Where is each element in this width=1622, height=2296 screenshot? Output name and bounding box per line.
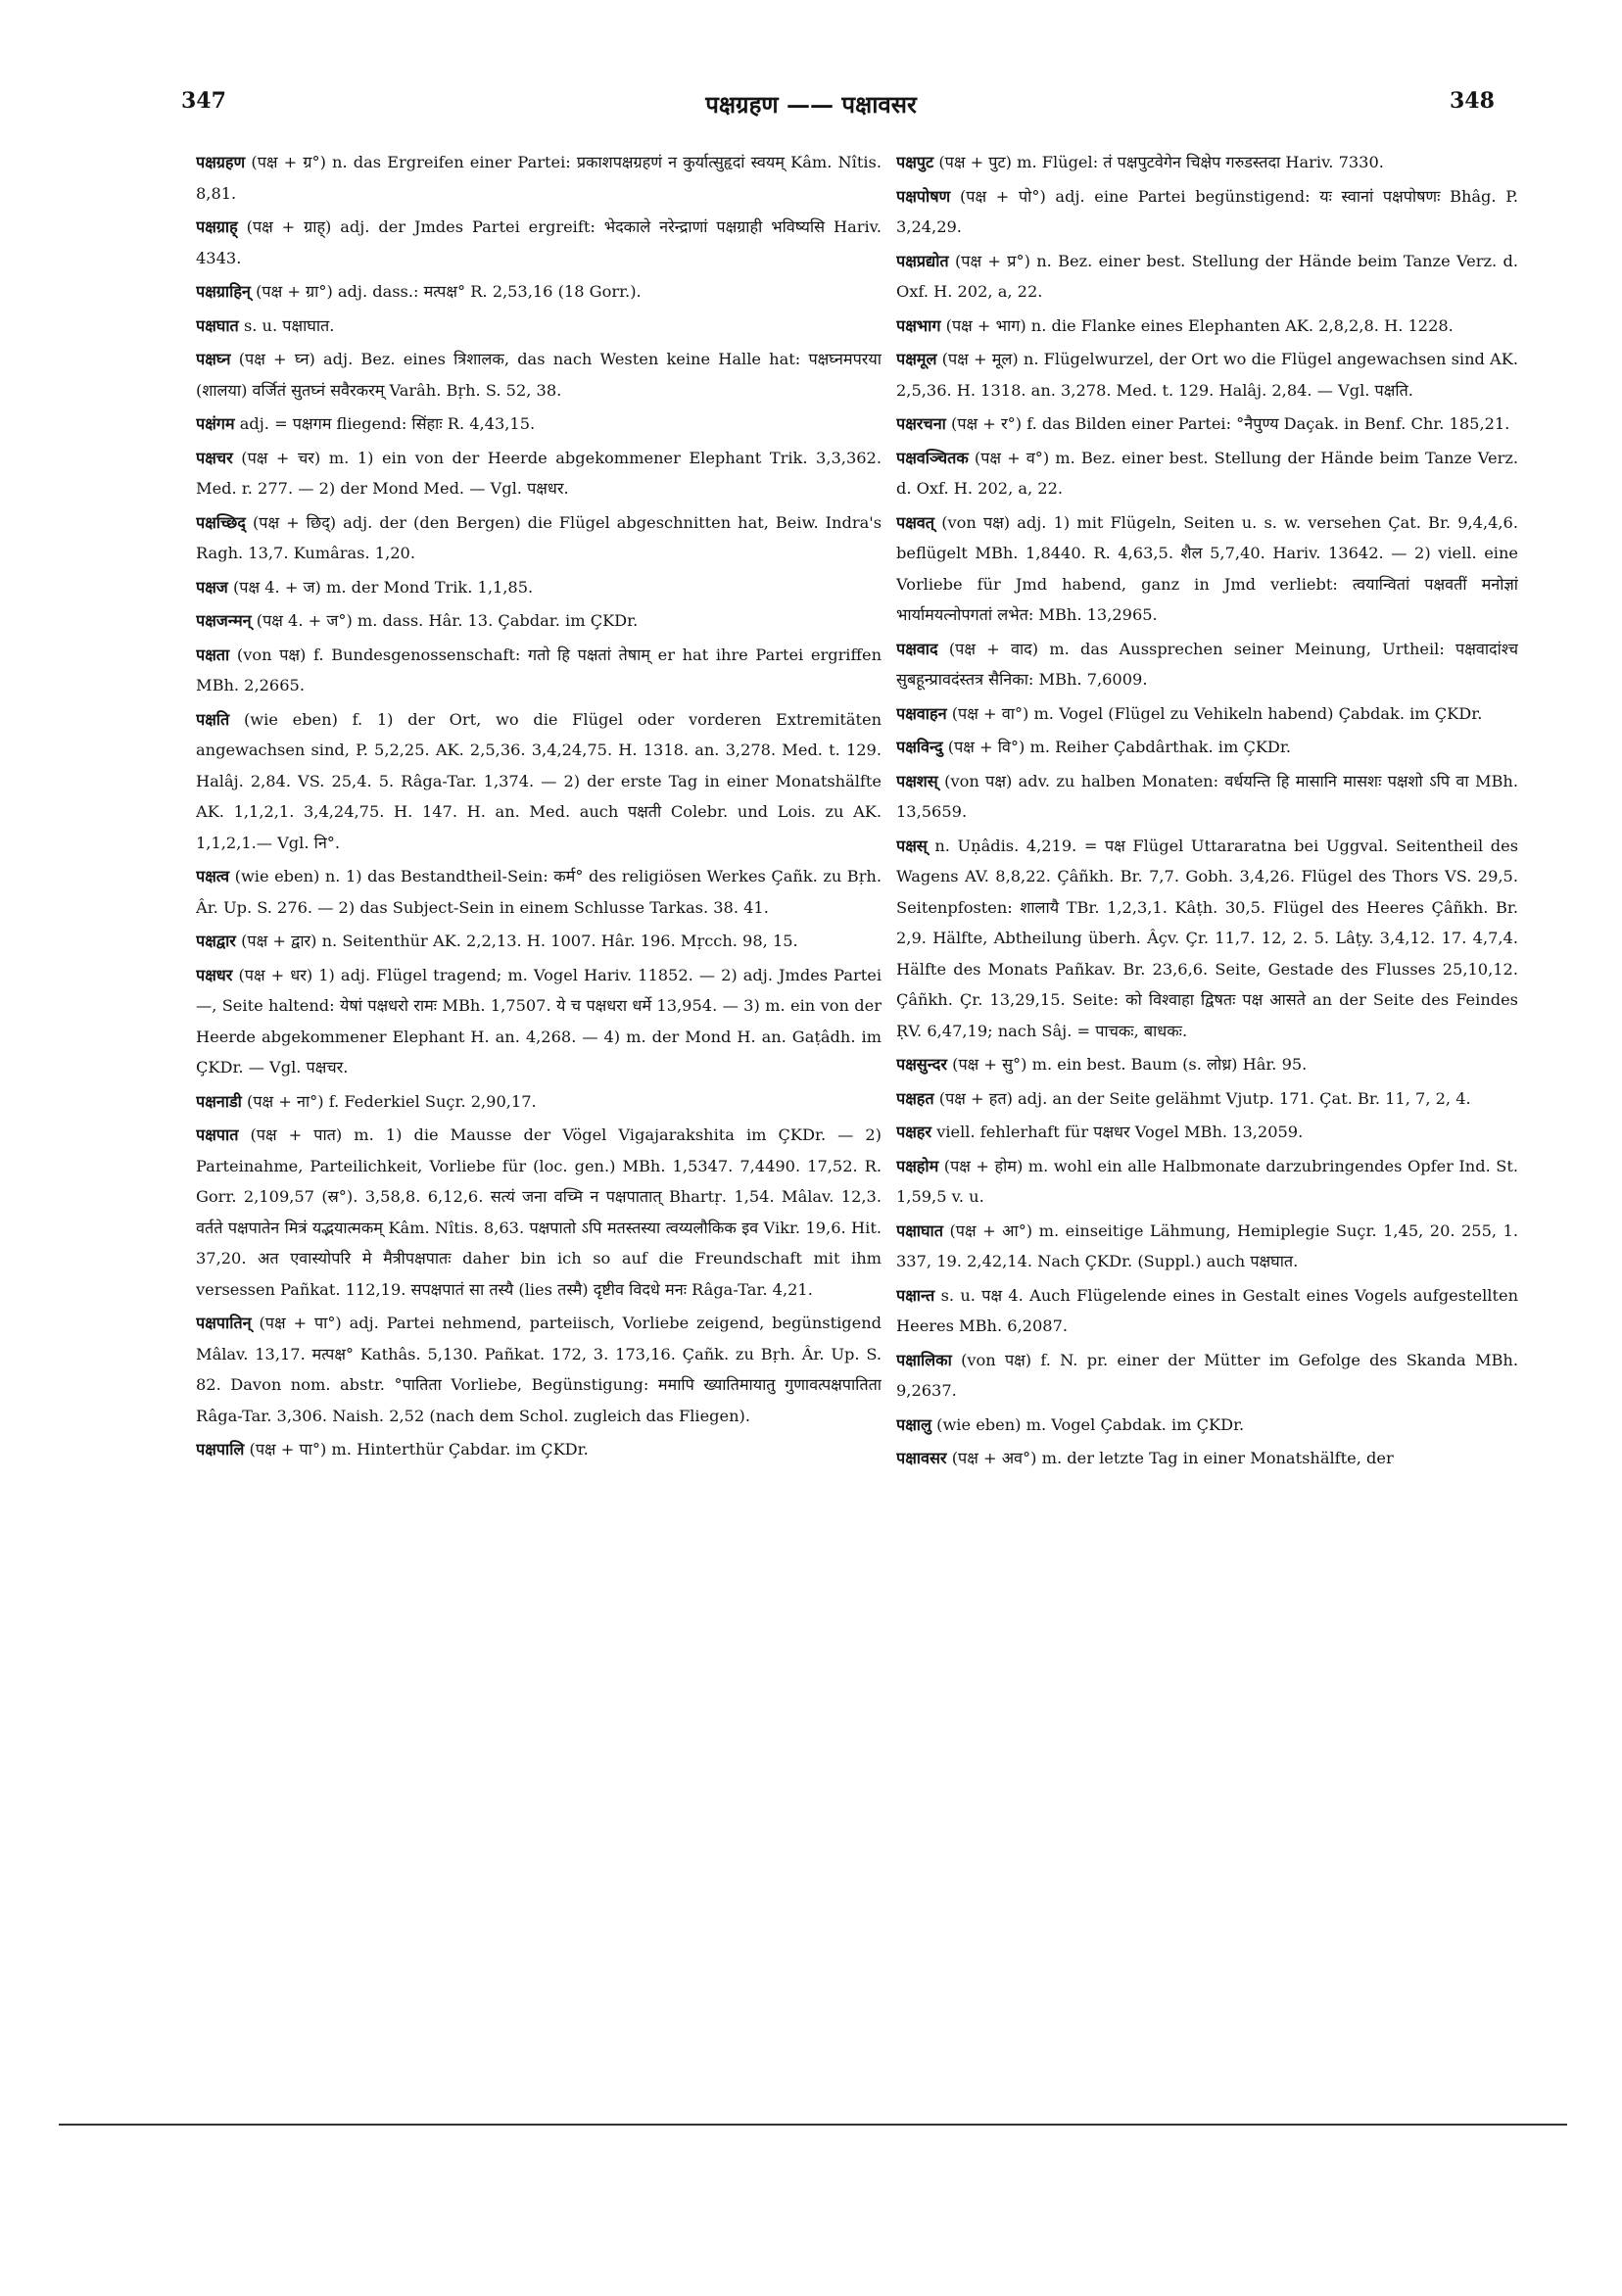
entry-text: (पक्ष + पा°) m. Hinterthür Çabdar. im ÇKDr. <box>249 1440 589 1459</box>
dictionary-entry <box>196 147 882 209</box>
entry-text: (पक्ष + पो°) adj. eine Partei begünstigend: यः स्वानां पक्षपोषणः Bhâg. P. 3,24,29. <box>896 186 1518 236</box>
dictionary-entry <box>896 732 1518 763</box>
entry-text: (पक्ष + पात) m. 1) die Mausse der Vögel Vigajarakshita im ÇKDr. — 2) Parteinahme, Parteilichkeit, Vorliebe für (loc. gen.) MBh. 1,5347. 7,4490. 17,52. R. Gorr. 2,109,57 (स्र°). 3,58,8. 6,12,6. सत्यं जना वच्मि न पक्षपातात् Bhartṛ. 1,54. Mâlav. 12,3. वर्तते पक्षपातेन मित्रं यद्भयात्मकम् Kâm. Nîtis. 8,63. पक्षपातो ऽपि मतस्तस्या त्वय्यलौकिक इव Vikr. 19,6. Hit. 37,20. अत एवास्योपरि मे मैत्रीपक्षपातः daher bin ich so auf die Freundschaft mit ihm versessen Pañkat. 112,19. सपक्षपातं सा तस्यै (lies तस्मै) दृष्टीव विदधे मनः Râga-Tar. 4,21. <box>196 1125 882 1299</box>
dictionary-entry <box>196 1434 882 1465</box>
entry-text: (पक्ष + द्वार) n. Seitenthür AK. 2,2,13. H. 1007. Hâr. 196. Mṛcch. 98, 15. <box>241 932 798 950</box>
dictionary-entry <box>196 212 882 273</box>
dictionary-entry <box>196 572 882 603</box>
dictionary-entry <box>196 640 882 701</box>
dictionary-entry <box>896 1410 1518 1441</box>
entry-text: (पक्ष + वि°) m. Reiher Çabdârthak. im ÇKDr. <box>947 738 1292 756</box>
headword: पक्षमूल <box>896 350 937 368</box>
headword: पक्षवाद <box>896 639 938 658</box>
dictionary-entry <box>896 698 1518 730</box>
headword: पक्षसुन्दर <box>896 1055 947 1074</box>
entry-text: (पक्ष + आ°) m. einseitige Lähmung, Hemiplegie Suçr. 1,45, 20. 255, 1. 337, 19. 2,42,14. Nach ÇKDr. (Suppl.) auch पक्षघात. <box>896 1220 1518 1270</box>
entry-text: (पक्ष + ग्रा°) adj. dass.: मत्पक्ष° R. 2,53,16 (18 Gorr.). <box>256 282 642 301</box>
headword: पक्षहर <box>896 1123 932 1141</box>
headword: पक्षहोम <box>896 1156 939 1175</box>
headword: पक्षति <box>196 709 230 729</box>
entry-text: (पक्ष + घ्न) adj. Bez. eines त्रिशालक, das nach Westen keine Halle hat: पक्षघ्नमपरया (शालया) वर्जितं सुतघ्नं सवैरकरम् Varâh. Bṛh. S. 52, 38. <box>196 350 882 400</box>
dictionary-entry <box>196 443 882 504</box>
dictionary-entry <box>196 926 882 957</box>
headword: पक्षवञ्चितक <box>896 448 969 467</box>
dictionary-entry <box>896 1117 1518 1148</box>
headword: पक्षशस् <box>896 771 938 790</box>
headword: पक्षचर <box>196 448 233 467</box>
dictionary-entry <box>896 766 1518 828</box>
headword: पक्षपातिन् <box>196 1314 252 1332</box>
headword: पक्षद्वार <box>196 932 236 950</box>
dictionary-entry <box>896 831 1518 1047</box>
headword: पक्षच्छिद् <box>196 512 246 532</box>
dictionary-entry <box>896 1280 1518 1342</box>
dictionary-entry <box>196 960 882 1083</box>
dictionary-entry <box>896 1083 1518 1115</box>
dictionary-entry <box>896 507 1518 631</box>
entry-text: (पक्ष + अव°) m. der letzte Tag in einer Monatshälfte, der <box>951 1449 1394 1467</box>
entry-text: (पक्ष + वा°) m. Vogel (Flügel zu Vehikeln habend) Çabdak. im ÇKDr. <box>951 703 1483 723</box>
headword: पक्षधर <box>196 965 233 984</box>
entry-text: (पक्ष + होम) m. wohl ein alle Halbmonate darzubringendes Opfer Ind. St. 1,59,5 v. u. <box>896 1156 1518 1206</box>
dictionary-entry <box>196 1308 882 1431</box>
entry-text: adj. = पक्षगम fliegend: सिंहाः R. 4,43,15. <box>239 414 536 433</box>
dictionary-entry <box>196 276 882 308</box>
headword: पक्षजन्मन् <box>196 611 252 630</box>
entry-text: (wie eben) n. 1) das Bestandtheil-Sein: कर्म° des religiösen Werkes Çañk. zu Bṛh. Âr. Up. S. 276. — 2) das Subject-Sein in einem Schlusse Tarkas. 38. 41. <box>196 867 882 917</box>
headword: पक्षालु <box>896 1414 931 1434</box>
left-column <box>196 147 882 2047</box>
entry-text: (पक्ष + ग्राह्) adj. der Jmdes Partei ergreift: भेदकाले नरेन्द्राणां पक्षग्राही भविष्यसि Hariv. 4343. <box>196 217 882 267</box>
headword: पक्षवत् <box>896 512 935 532</box>
footer-rule <box>59 2124 1567 2126</box>
entry-text: (von पक्ष) adj. 1) mit Flügeln, Seiten u. s. w. versehen Çat. Br. 9,4,4,6. beflügelt MBh. 1,8440. R. 4,63,5. शैल 5,7,40. Hariv. 13642. — 2) viell. eine Vorliebe für Jmd habend, ganz in Jmd verliebt: त्वयान्वितां पक्षवतीं मनोज्ञां भार्यामयत्नोपगतां लभेत: MBh. 13,2965. <box>896 512 1518 624</box>
dictionary-entry <box>896 634 1518 695</box>
headword: पक्षवाहन <box>896 703 947 723</box>
headword: पक्षभाग <box>896 315 941 335</box>
headword: पक्षाघात <box>896 1220 943 1240</box>
dictionary-entry <box>196 311 882 342</box>
headword: पक्षपोषण <box>896 186 951 206</box>
headword: पक्षग्राह् <box>196 217 238 236</box>
dictionary-entry <box>196 344 882 406</box>
dictionary-entry <box>896 1345 1518 1407</box>
headword: पक्षघ्न <box>196 350 231 368</box>
dictionary-entry <box>896 181 1518 243</box>
dictionary-entry <box>896 311 1518 342</box>
entry-text: (पक्ष + छिद्) adj. der (den Bergen) die Flügel abgeschnitten hat, Beiw. Indra's Ragh. 13,7. Kumâras. 1,20. <box>196 512 882 562</box>
entry-text: (पक्ष + भाग) n. die Flanke eines Elephanten AK. 2,8,2,8. H. 1228. <box>945 315 1454 335</box>
entry-text: (पक्ष 4. + ज) m. der Mond Trik. 1,1,85. <box>232 577 534 597</box>
entry-text: s. u. पक्ष 4. Auch Flügelende eines in Gestalt eines Vogels aufgestellten Heeres MBh. 6,2087. <box>896 1285 1518 1335</box>
headword: पक्षंगम <box>196 414 235 433</box>
headword: पक्षविन्दु <box>896 738 943 756</box>
entry-text: (von पक्ष) f. N. pr. einer der Mütter im Gefolge des Skanda MBh. 9,2637. <box>896 1350 1518 1400</box>
dictionary-entry <box>196 408 882 440</box>
running-header: 347 पक्षग्रहण —— पक्षावसर 348 <box>0 88 1622 127</box>
dictionary-entry <box>896 1049 1518 1080</box>
headword: पक्षपालि <box>196 1440 245 1459</box>
entry-text: n. Uṇâdis. 4,219. = पक्ष Flügel Uttararatna bei Uggval. Seitentheil des Wagens AV. 8,8,22. Çâñkh. Br. 7,7. Gobh. 3,4,26. Flügel des Thors VS. 29,5. Seitenpfosten: शालायै TBr. 1,2,3,1. Kâṭh. 30,5. Flügel des Heeres Çâñkh. Br. 2,9. Hälfte, Abtheilung überh. Âçv. Çr. 11,7. 12, 2. 5. Lâṭy. 3,4,12. 17. 4,7,4. Hälfte des Monats Pañkav. Br. 23,6,6. Seite, Gestade des Flusses 25,10,12. Çâñkh. Çr. 13,29,15. Seite: को विश्वाहा द्विषतः पक्ष आसते an der Seite des Feindes ṚV. 6,47,19; nach Sâj. = पाचकः, बाधकः. <box>896 836 1518 1040</box>
entry-text: (पक्ष + र°) f. das Bilden einer Partei: °नैपुण्य Daçak. in Benf. Chr. 185,21. <box>951 414 1510 433</box>
dictionary-entry <box>196 1086 882 1118</box>
dictionary-entry <box>896 1216 1518 1277</box>
entry-text: (पक्ष 4. + ज°) m. dass. Hâr. 13. Çabdar. im ÇKDr. <box>256 611 639 630</box>
entry-text: s. u. पक्षाघात. <box>243 315 335 335</box>
headword: पक्षस् <box>896 836 928 855</box>
left-page-number: 347 <box>181 88 226 114</box>
headword: पक्षघात <box>196 315 239 335</box>
headword: पक्षनाडी <box>196 1091 242 1111</box>
dictionary-entry <box>196 507 882 569</box>
dictionary-entry <box>896 147 1518 178</box>
entry-text: (पक्ष + वाद) m. das Aussprechen seiner Meinung, Urtheil: पक्षवादांश्च सुबहून्प्रावदंस्तत्र सैनिका: MBh. 7,6009. <box>896 639 1518 689</box>
entry-text: viell. fehlerhaft für पक्षधर Vogel MBh. 13,2059. <box>936 1123 1304 1141</box>
running-head-title: पक्षग्रहण —— पक्षावसर <box>705 90 917 119</box>
entry-text: (पक्ष + ग्र°) n. das Ergreifen einer Partei: प्रकाशपक्षग्रहणं न कुर्यात्सुहृदां स्वयम् Kâm. Nîtis. 8,81. <box>196 153 882 203</box>
dictionary-entry <box>896 1151 1518 1213</box>
entry-text: (पक्ष + व°) m. Bez. einer best. Stellung der Hände beim Tanze Verz. d. Oxf. H. 202, a, 22. <box>896 448 1518 498</box>
dictionary-entry <box>196 861 882 923</box>
dictionary-entry <box>896 408 1518 440</box>
headword: पक्षत्व <box>196 867 230 885</box>
headword: पक्षान्त <box>896 1285 935 1305</box>
entry-text: (पक्ष + ना°) f. Federkiel Suçr. 2,90,17. <box>247 1091 537 1111</box>
entry-text: (पक्ष + मूल) n. Flügelwurzel, der Ort wo die Flügel angewachsen sind AK. 2,5,36. H. 1318. an. 3,278. Med. t. 129. Halâj. 2,84. — Vgl. पक्षति. <box>896 350 1518 400</box>
right-column <box>896 147 1518 2047</box>
dictionary-entry <box>196 1120 882 1305</box>
dictionary-entry <box>196 605 882 637</box>
headword: पक्षहत <box>896 1088 934 1108</box>
entry-text: (पक्ष + पुट) m. Flügel: तं पक्षपुटवेगेन चिक्षेप गरुडस्तदा Hariv. 7330. <box>938 153 1384 171</box>
entry-text: (पक्ष + सु°) m. ein best. Baum (s. लोध्र) Hâr. 95. <box>952 1055 1308 1074</box>
entry-text: (पक्ष + हत) adj. an der Seite gelähmt Vjutp. 171. Çat. Br. 11, 7, 2, 4. <box>938 1088 1471 1108</box>
dictionary-entry <box>896 246 1518 308</box>
entry-text: (wie eben) f. 1) der Ort, wo die Flügel oder vorderen Extremitäten angewachsen sind, P. 5,2,25. AK. 2,5,36. 3,4,24,75. H. 1318. an. 3,278. Med. t. 129. Halâj. 2,84. VS. 25,4. 5. Râga-Tar. 1,374. — 2) der erste Tag in einer Monatshälfte AK. 1,1,2,1. 3,4,24,75. H. 147. H. an. Med. auch पक्षती Colebr. und Lois. zu AK. 1,1,2,1.— Vgl. नि°. <box>196 709 882 852</box>
headword: पक्षालिका <box>896 1350 952 1369</box>
dictionary-entry <box>896 344 1518 406</box>
entry-text: (wie eben) m. Vogel Çabdak. im ÇKDr. <box>936 1414 1245 1434</box>
headword: पक्षपुट <box>896 153 934 171</box>
entry-text: (पक्ष + चर) m. 1) ein von der Heerde abgekommener Elephant Trik. 3,3,362. Med. r. 277. — 2) der Mond Med. — Vgl. पक्षधर. <box>196 448 882 498</box>
headword: पक्षावसर <box>896 1449 947 1467</box>
headword: पक्षप्रद्योत <box>896 251 949 270</box>
headword: पक्षपात <box>196 1125 239 1144</box>
entry-text: (पक्ष + प्र°) n. Bez. einer best. Stellung der Hände beim Tanze Verz. d. Oxf. H. 202, a, 22. <box>896 251 1518 301</box>
entry-text: (पक्ष + धर) 1) adj. Flügel tragend; m. Vogel Hariv. 11852. — 2) adj. Jmdes Partei —, Seite haltend: येषां पक्षधरो रामः MBh. 1,7507. ये च पक्षधरा धर्मे 13,954. — 3) m. ein von der Heerde abgekommener Elephant H. an. 4,268. — 4) m. der Mond H. an. Gaṭâdh. im ÇKDr. — Vgl. पक्षचर. <box>196 965 882 1076</box>
dictionary-entry <box>196 704 882 859</box>
headword: पक्षरचना <box>896 414 946 433</box>
headword: पक्षता <box>196 645 230 664</box>
headword: पक्षग्राहिन् <box>196 282 251 301</box>
entry-text: (von पक्ष) adv. zu halben Monaten: वर्धयन्ति हि मासानि मासशः पक्षशो ऽपि वा MBh. 13,5659. <box>896 771 1518 821</box>
entry-text: (von पक्ष) f. Bundesgenossenschaft: गतो हि पक्षतां तेषाम् er hat ihre Partei ergriffen MBh. 2,2665. <box>196 645 882 694</box>
headword: पक्षग्रहण <box>196 153 246 171</box>
headword: पक्षज <box>196 577 228 597</box>
dictionary-entry <box>896 443 1518 504</box>
entry-text: (पक्ष + पा°) adj. Partei nehmend, parteiisch, Vorliebe zeigend, begünstigend Mâlav. 13,17. मत्पक्ष° Kathâs. 5,130. Pañkat. 172, 3. 173,16. Çañk. zu Bṛh. Âr. Up. S. 82. Davon nom. abstr. °पातिता Vorliebe, Begünstigung: ममापि ख्यातिमायातु गुणावत्पक्षपातिता Râga-Tar. 3,306. Naish. 2,52 (nach dem Schol. zugleich das Fliegen). <box>196 1314 882 1425</box>
dictionary-entry <box>896 1443 1518 1474</box>
